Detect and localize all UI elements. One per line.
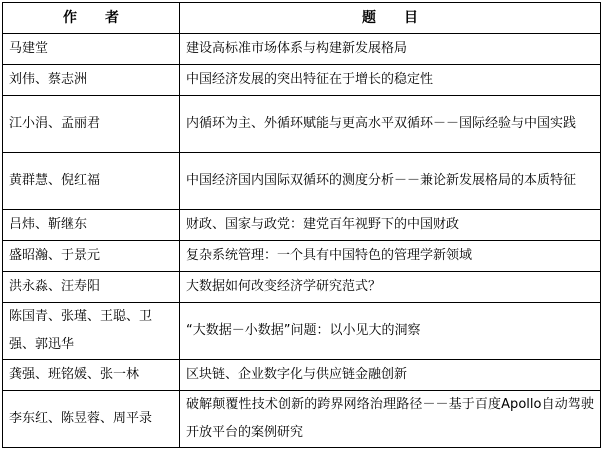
author-cell: 陈国青、张瑾、王聪、卫强、郭迅华 — [3, 303, 180, 360]
header-row — [3, 3, 601, 34]
table-row — [3, 153, 601, 210]
title-cell: 区块链、企业数字化与供应链金融创新 — [180, 360, 601, 391]
table-row — [3, 65, 601, 96]
author-cell: 江小涓、孟丽君 — [3, 96, 180, 153]
table-row — [3, 241, 601, 272]
author-header: 作 者 — [3, 3, 180, 34]
table-row — [3, 303, 601, 360]
author-cell: 洪永淼、汪寿阳 — [3, 272, 180, 303]
author-cell: 刘伟、蔡志洲 — [3, 65, 180, 96]
title-cell: 破解颠覆性技术创新的跨界网络治理路径－－基于百度Apollo自动驾驶开放平台的案例研究 — [180, 391, 601, 448]
author-cell: 李东红、陈昱蓉、周平录 — [3, 391, 180, 448]
title-cell: 中国经济发展的突出特征在于增长的稳定性 — [180, 65, 601, 96]
title-cell: 中国经济国内国际双循环的测度分析－－兼论新发展格局的本质特征 — [180, 153, 601, 210]
title-cell: 建设高标准市场体系与构建新发展格局 — [180, 34, 601, 65]
author-cell: 龚强、班铭媛、张一林 — [3, 360, 180, 391]
author-cell: 盛昭瀚、于景元 — [3, 241, 180, 272]
title-cell: “大数据－小数据”问题：以小见大的洞察 — [180, 303, 601, 360]
title-cell: 财政、国家与政党：建党百年视野下的中国财政 — [180, 210, 601, 241]
title-header: 题 目 — [180, 3, 601, 34]
table-row — [3, 210, 601, 241]
author-cell: 黄群慧、倪红福 — [3, 153, 180, 210]
title-cell: 复杂系统管理：一个具有中国特色的管理学新领域 — [180, 241, 601, 272]
table-row — [3, 96, 601, 153]
papers-table — [2, 2, 601, 448]
table-row — [3, 272, 601, 303]
table-row — [3, 391, 601, 448]
title-cell: 大数据如何改变经济学研究范式？ — [180, 272, 601, 303]
table-row — [3, 34, 601, 65]
author-cell: 马建堂 — [3, 34, 180, 65]
table-row — [3, 360, 601, 391]
title-cell: 内循环为主、外循环赋能与更高水平双循环－－国际经验与中国实践 — [180, 96, 601, 153]
author-cell: 吕炜、靳继东 — [3, 210, 180, 241]
